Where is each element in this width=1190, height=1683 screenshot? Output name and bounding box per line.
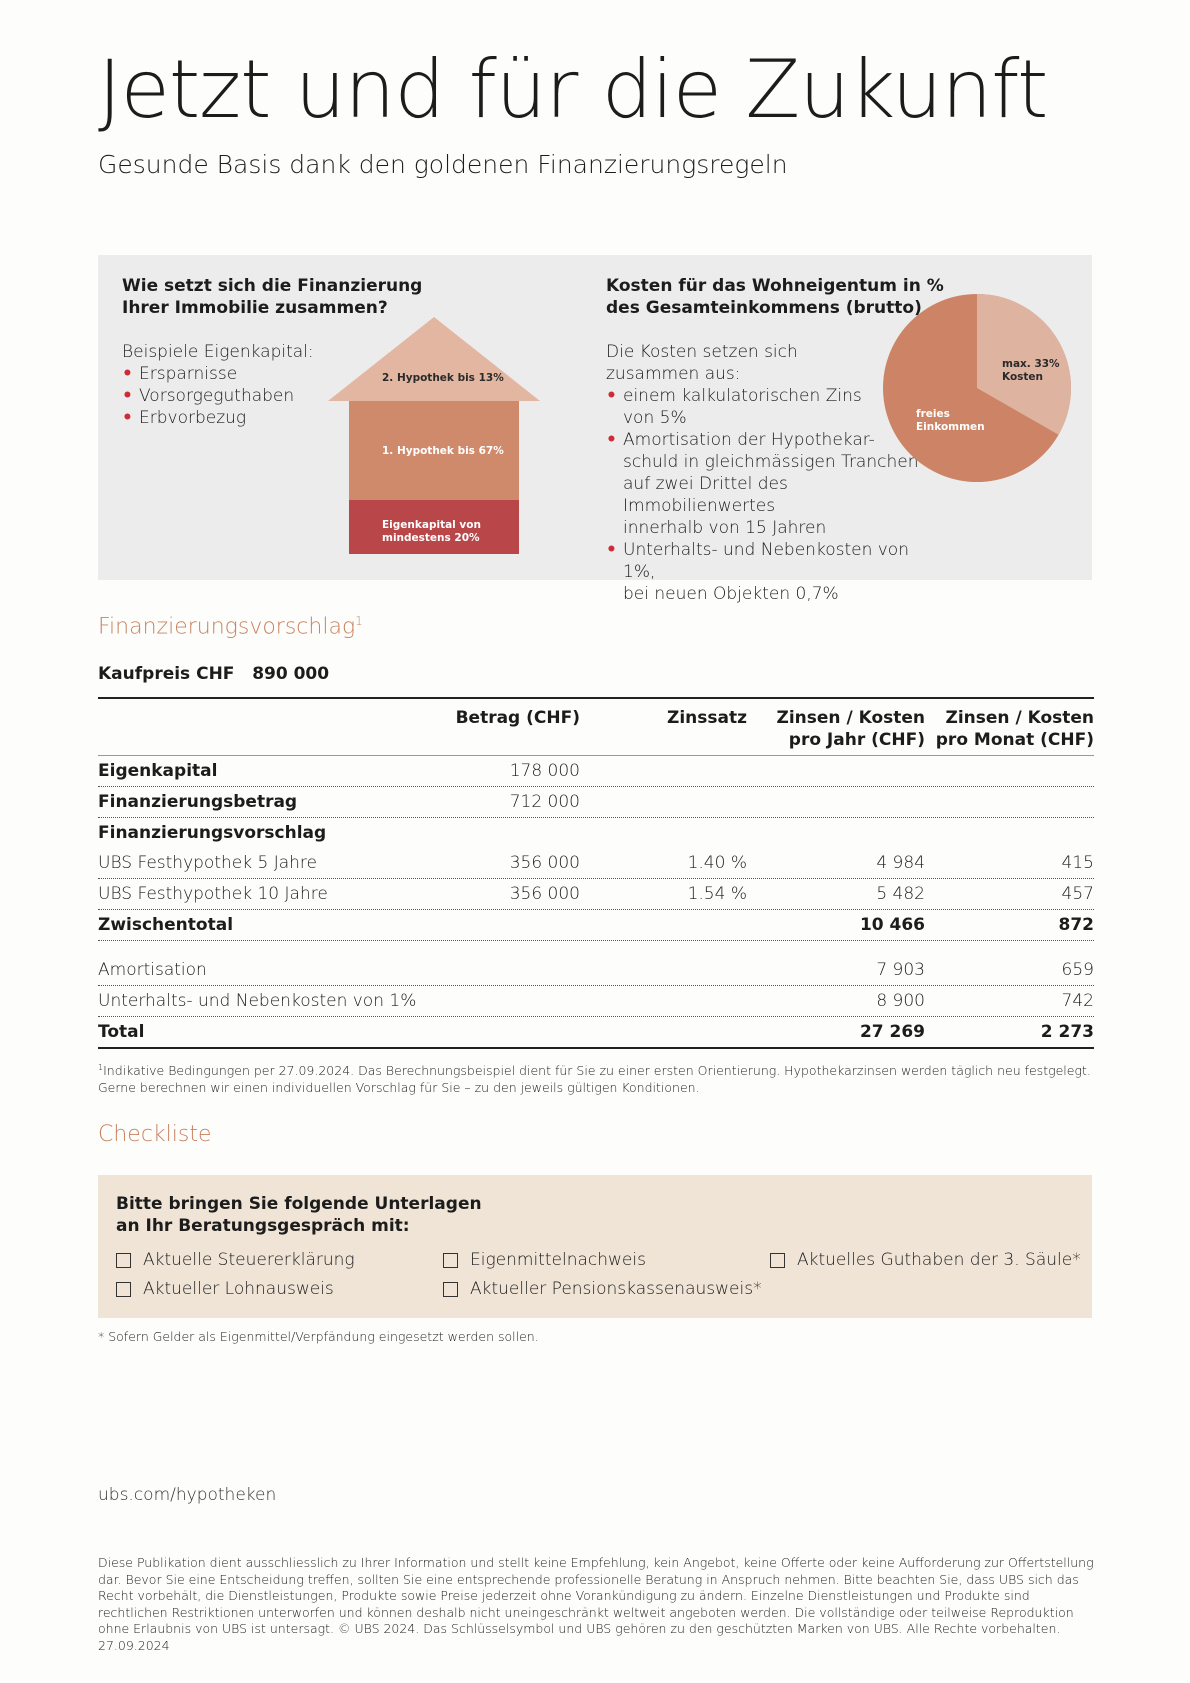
proposal-footnote bbox=[98, 1059, 1094, 1096]
proposal-title-text: Finanzierungsvorschlag bbox=[98, 614, 356, 640]
financing-heading-line1: Wie setzt sich die Finanzierung bbox=[122, 276, 423, 296]
row-per-year: 4 984 bbox=[876, 853, 925, 873]
checklist-heading-line1: Bitte bringen Sie folgende Unterlagen bbox=[116, 1194, 482, 1214]
checklist-item-label: Aktuelle Steuererklärung bbox=[143, 1250, 355, 1270]
checkbox[interactable] bbox=[770, 1253, 785, 1268]
checklist-item bbox=[116, 1250, 355, 1270]
header-zinssatz: Zinssatz bbox=[667, 708, 747, 728]
table-row bbox=[98, 879, 1094, 910]
cost-item-line: bei neuen Objekten 0,7% bbox=[623, 584, 839, 604]
row-per-month: 415 bbox=[1061, 853, 1094, 873]
costs-heading-line2: des Gesamteinkommens (brutto) bbox=[606, 298, 922, 318]
costs-intro-line2: zusammen aus: bbox=[606, 364, 741, 384]
cost-item bbox=[606, 539, 936, 605]
checkbox[interactable] bbox=[443, 1253, 458, 1268]
row-zinssatz: 1.54 % bbox=[687, 884, 747, 904]
row-per-year: 8 900 bbox=[876, 991, 925, 1011]
footnote-marker: 1 bbox=[98, 1063, 104, 1072]
purchase-price-value: 890 000 bbox=[252, 664, 330, 684]
cost-item-line: schuld in gleichmässigen Tranchen bbox=[623, 452, 919, 472]
pie-free-label-line2: Einkommen bbox=[916, 421, 985, 433]
page-subtitle: Gesunde Basis dank den goldenen Finanzierungsregeln bbox=[98, 150, 788, 179]
cost-item-line: • Unterhalts- und Nebenkosten von 1%, bbox=[623, 540, 909, 582]
row-label: Unterhalts- und Nebenkosten von 1% bbox=[98, 991, 417, 1011]
costs-pie-chart bbox=[882, 293, 1072, 483]
row-betrag: 178 000 bbox=[509, 761, 580, 781]
costs-heading-line1: Kosten für das Wohneigentum in % bbox=[606, 276, 944, 296]
legal-disclaimer: Diese Publikation dient ausschliesslich zu Ihrer Information und stellt keine Empfehlung, kein Angebot, keine Offerte oder keine Aufforderung zur Offertstellung dar. Bevor Sie eine Entscheidung treffen, sollten Sie eine entsprechende professionelle Beratung in Anspruch nehmen. Bitte beachten Sie, dass UBS sich das Recht vorbehält, die Dienstleistungen, Produkte sowie Preise jederzeit ohne Vorankündigung zu ändern. Einzelne Dienstleistungen und Produkte sind rechtlichen Restriktionen unterworfen und können deshalb nicht uneingeschränkt weltweit angeboten werden. Die vollständige oder teilweise Reproduktion ohne Erlaubnis von UBS ist untersagt. © UBS 2024. Das Schlüsselsymbol und UBS gehören zu den geschützten Marken von UBS. Alle Rechte vorbehalten. 27.09.2024 bbox=[98, 1555, 1094, 1653]
header-betrag: Betrag (CHF) bbox=[455, 708, 580, 728]
row-label: Finanzierungsbetrag bbox=[98, 792, 298, 812]
pie-costs-label-line1: max. 33% bbox=[1002, 358, 1060, 370]
website-link[interactable]: ubs.com/hypotheken bbox=[98, 1485, 277, 1505]
row-label: Zwischentotal bbox=[98, 915, 234, 935]
table-row bbox=[98, 787, 1094, 818]
purchase-price bbox=[98, 664, 329, 684]
checklist-heading-line2: an Ihr Beratungsgespräch mit: bbox=[116, 1216, 410, 1236]
row-betrag: 356 000 bbox=[509, 853, 580, 873]
row-betrag: 356 000 bbox=[509, 884, 580, 904]
row-per-year: 7 903 bbox=[876, 960, 925, 980]
checklist-item bbox=[443, 1279, 762, 1299]
cost-item-line: von 5% bbox=[623, 408, 687, 428]
financing-heading bbox=[122, 275, 422, 319]
table-row bbox=[98, 986, 1094, 1017]
row-label: UBS Festhypothek 10 Jahre bbox=[98, 884, 328, 904]
table-header bbox=[98, 697, 1094, 756]
row-per-month: 659 bbox=[1061, 960, 1094, 980]
pie-free-label-line1: freies bbox=[916, 408, 950, 420]
examples-block bbox=[122, 341, 314, 429]
house-roof bbox=[328, 317, 540, 401]
row-per-month: 872 bbox=[1058, 915, 1094, 935]
checklist-item-label: Aktueller Lohnausweis bbox=[143, 1279, 334, 1299]
info-box bbox=[98, 255, 1092, 604]
financing-house-diagram bbox=[328, 315, 540, 555]
table-row bbox=[98, 756, 1094, 787]
cost-item-line: • Amortisation der Hypothekar- bbox=[623, 430, 875, 450]
checklist-heading bbox=[116, 1193, 482, 1237]
table-row bbox=[98, 910, 1094, 941]
header-per-year bbox=[777, 707, 925, 751]
footnote-marker: 1 bbox=[355, 614, 363, 628]
financing-table bbox=[98, 697, 1094, 1049]
purchase-price-label: Kaufpreis CHF bbox=[98, 664, 235, 684]
table-row bbox=[98, 818, 1094, 848]
row-label: Amortisation bbox=[98, 960, 207, 980]
row-label: Eigenkapital bbox=[98, 761, 218, 781]
cost-item-line: innerhalb von 15 Jahren bbox=[623, 518, 827, 538]
examples-label: Beispiele Eigenkapital: bbox=[122, 342, 314, 362]
checklist-title: Checkliste bbox=[98, 1122, 212, 1147]
checkbox[interactable] bbox=[443, 1282, 458, 1297]
header-per-month bbox=[936, 707, 1094, 751]
page-title: Jetzt und für die Zukunft bbox=[98, 43, 1048, 136]
house-roof-label: 2. Hypothek bis 13% bbox=[382, 372, 504, 384]
checklist-item bbox=[770, 1250, 1081, 1270]
row-per-month: 457 bbox=[1061, 884, 1094, 904]
table-row bbox=[98, 955, 1094, 986]
example-item: • Erbvorbezug bbox=[122, 407, 314, 429]
table-spacer bbox=[98, 941, 1094, 955]
row-per-year: 10 466 bbox=[859, 915, 925, 935]
row-per-year: 5 482 bbox=[876, 884, 925, 904]
example-item: • Ersparnisse bbox=[122, 363, 314, 385]
row-per-month: 742 bbox=[1061, 991, 1094, 1011]
proposal-title bbox=[98, 614, 363, 639]
checkbox[interactable] bbox=[116, 1253, 131, 1268]
house-bottom-label-line1: Eigenkapital von bbox=[382, 519, 481, 531]
header-per-month-line1: Zinsen / Kosten bbox=[945, 708, 1094, 728]
row-label: Total bbox=[98, 1022, 145, 1042]
cost-item-line: • einem kalkulatorischen Zins bbox=[623, 386, 862, 406]
house-bottom-label-line2: mindestens 20% bbox=[382, 532, 480, 544]
header-per-year-line1: Zinsen / Kosten bbox=[776, 708, 925, 728]
costs-intro-line1: Die Kosten setzen sich bbox=[606, 342, 798, 362]
checklist-item-label: Aktueller Pensionskassenausweis* bbox=[470, 1279, 762, 1299]
table-row bbox=[98, 848, 1094, 879]
cost-item-line: auf zwei Drittel des Immobilienwertes bbox=[623, 474, 788, 516]
row-per-month: 2 273 bbox=[1040, 1022, 1094, 1042]
table-row-total bbox=[98, 1017, 1094, 1049]
checklist-item-label: Aktuelles Guthaben der 3. Säule* bbox=[797, 1250, 1081, 1270]
header-per-month-line2: pro Monat (CHF) bbox=[935, 730, 1094, 750]
checklist-item-label: Eigenmittelnachweis bbox=[470, 1250, 646, 1270]
house-middle-label: 1. Hypothek bis 67% bbox=[382, 445, 504, 457]
checklist-footnote: * Sofern Gelder als Eigenmittel/Verpfändung eingesetzt werden sollen. bbox=[98, 1329, 539, 1344]
row-betrag: 712 000 bbox=[509, 792, 580, 812]
row-zinssatz: 1.40 % bbox=[687, 853, 747, 873]
example-item: • Vorsorgeguthaben bbox=[122, 385, 314, 407]
checklist-item bbox=[116, 1279, 334, 1299]
row-label: Finanzierungsvorschlag bbox=[98, 823, 327, 843]
pie-costs-label-line2: Kosten bbox=[1002, 371, 1044, 383]
row-label: UBS Festhypothek 5 Jahre bbox=[98, 853, 317, 873]
checklist-item bbox=[443, 1250, 646, 1270]
examples-list bbox=[122, 363, 314, 429]
checklist-box bbox=[98, 1175, 1092, 1318]
financing-heading-line2: Ihrer Immobilie zusammen? bbox=[122, 298, 388, 318]
header-per-year-line2: pro Jahr (CHF) bbox=[788, 730, 925, 750]
row-per-year: 27 269 bbox=[859, 1022, 925, 1042]
checkbox[interactable] bbox=[116, 1282, 131, 1297]
proposal-footnote-text: Indikative Bedingungen per 27.09.2024. Das Berechnungsbeispiel dient für Sie zu einer ersten Orientierung. Hypothekarzinsen werden täglich neu festgelegt. Gerne berechnen wir einen individuellen Vorschlag für Sie – zu den jeweils gültigen Konditionen. bbox=[98, 1063, 1091, 1096]
